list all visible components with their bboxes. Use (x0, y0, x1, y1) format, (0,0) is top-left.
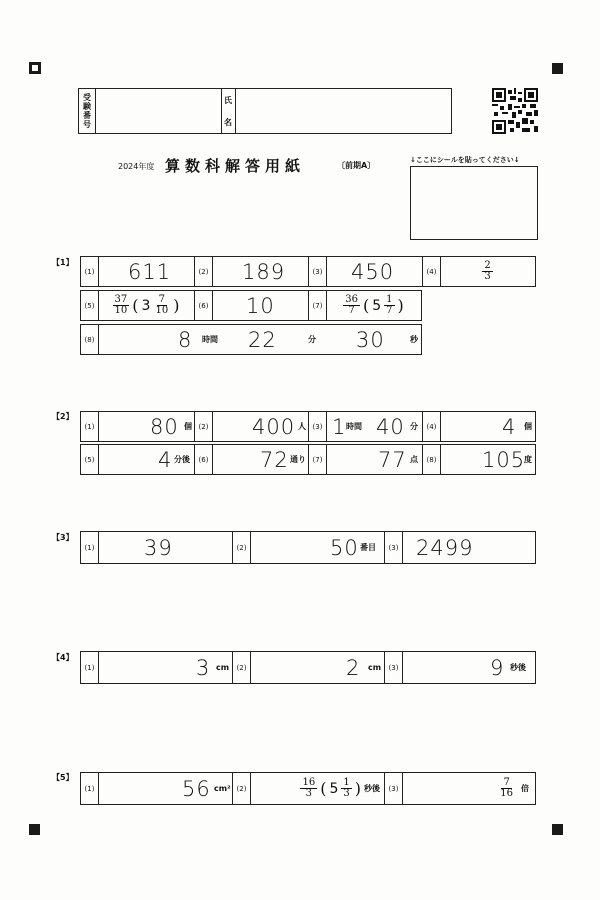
question-number: (7) (309, 291, 327, 320)
exam-number-label: 受験番号 (82, 93, 92, 129)
answer-2-3[interactable]: 1 時間 40 分 (326, 412, 423, 441)
answer-1-3[interactable]: 450 (326, 257, 423, 286)
question-number: (2) (195, 412, 213, 441)
answer-1-5[interactable]: $\frac{37}{10}$ ( 3 $\frac{7}{10}$ ) (98, 291, 195, 320)
answer-5-3[interactable]: $\frac{7}{16}$ 倍 (500, 777, 529, 799)
sticker-note: ↓ここにシールを貼ってください↓ (410, 156, 520, 164)
answer-3-1[interactable]: 39 (98, 532, 233, 563)
section-3-row-1 (80, 531, 536, 564)
question-number: (1) (81, 773, 99, 804)
section-5-row-1 (80, 772, 536, 805)
question-number: (5) (81, 445, 99, 474)
answer-1-6[interactable]: 10 (212, 291, 309, 320)
answer-2-4[interactable]: 4 個 (502, 414, 532, 439)
question-number: (7) (309, 445, 327, 474)
exam-year: 2024年度 (118, 162, 155, 171)
answer-3-2[interactable]: 50 番目 (250, 532, 385, 563)
question-number: (4) (423, 412, 441, 441)
answer-5-2[interactable]: $\frac{16}{3}$ ( 5 $\frac{1}{3}$ ) 秒後 (250, 773, 385, 804)
question-number: (4) (423, 257, 441, 286)
question-number: (3) (309, 412, 327, 441)
exam-info-box (78, 88, 452, 134)
section-1-row-2 (80, 290, 422, 321)
section-1-label: 【1】 (52, 258, 74, 267)
section-2-row-2 (80, 444, 536, 475)
answer-1-8[interactable]: 8 時間 22 分 30 秒 (178, 327, 418, 352)
registration-mark-top-left (29, 62, 41, 74)
question-number: (3) (309, 257, 327, 286)
answer-2-2[interactable]: 400 人 (212, 412, 309, 441)
answer-4-2[interactable]: 2 cm (250, 652, 385, 683)
page-title: 算数科解答用紙 (165, 157, 306, 175)
question-number: (1) (81, 257, 99, 286)
section-4-row-1 (80, 651, 536, 684)
question-number: (2) (233, 652, 251, 683)
section-1-row-1 (80, 256, 536, 287)
answer-4-1[interactable]: 3 cm (98, 652, 233, 683)
question-number: (6) (195, 445, 213, 474)
question-number: (2) (195, 257, 213, 286)
section-2-label: 【2】 (52, 412, 74, 421)
answer-1-1[interactable]: 611 (98, 257, 195, 286)
answer-2-1[interactable]: 80 個 (98, 412, 195, 441)
registration-mark-top-right (552, 63, 563, 74)
question-number: (8) (423, 445, 441, 474)
name-label-top: 氏 (224, 95, 232, 105)
question-number: (1) (81, 532, 99, 563)
question-number: (2) (233, 773, 251, 804)
registration-mark-bottom-left (29, 824, 40, 835)
name-label-bottom: 名 (224, 117, 232, 127)
question-number: (2) (233, 532, 251, 563)
answer-3-3[interactable]: 2499 (416, 535, 474, 560)
question-number: (3) (385, 532, 403, 563)
section-5-label: 【5】 (52, 773, 74, 782)
registration-mark-bottom-right (552, 824, 563, 835)
exam-session: 〔前期A〕 (337, 161, 376, 170)
question-number: (1) (81, 652, 99, 683)
answer-1-4[interactable]: $\frac{2}{3}$ (484, 260, 491, 282)
section-3-label: 【3】 (52, 533, 74, 542)
question-number: (3) (385, 652, 403, 683)
answer-2-6[interactable]: 72 通り (212, 445, 309, 474)
answer-2-7[interactable]: 77 点 (326, 445, 423, 474)
answer-1-7[interactable]: $\frac{36}{7}$ ( 5 $\frac{1}{7}$ ) (345, 294, 404, 316)
question-number: (6) (195, 291, 213, 320)
question-number: (5) (81, 291, 99, 320)
answer-2-8[interactable]: 105 度 (482, 447, 532, 472)
question-number: (3) (385, 773, 403, 804)
section-4-label: 【4】 (52, 653, 74, 662)
section-2-row-1 (80, 411, 536, 442)
question-number: (1) (81, 412, 99, 441)
answer-2-5[interactable]: 4 分後 (98, 445, 195, 474)
qr-code (492, 88, 538, 134)
question-number: (8) (81, 325, 99, 354)
sticker-box (410, 166, 538, 240)
exam-number-field[interactable] (95, 89, 222, 133)
answer-4-3[interactable]: 9 秒後 (490, 655, 526, 680)
answer-1-2[interactable]: 189 (212, 257, 309, 286)
answer-5-1[interactable]: 56 cm² (98, 773, 233, 804)
section-1-row-3 (80, 324, 422, 355)
name-field[interactable] (235, 89, 451, 133)
